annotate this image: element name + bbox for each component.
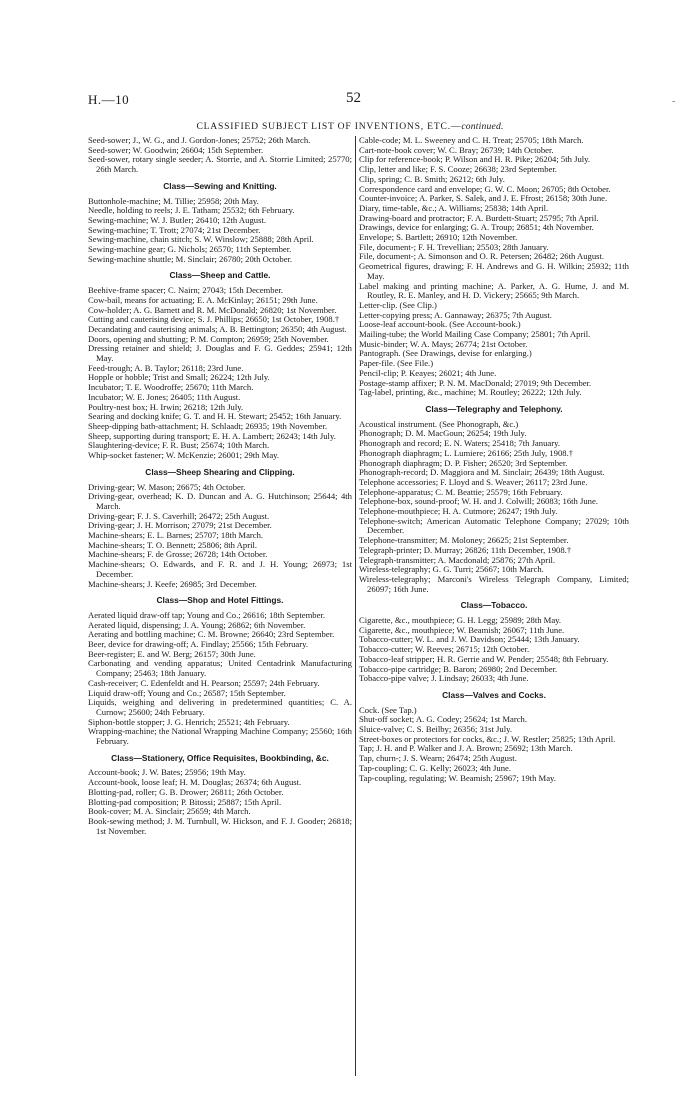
invention-entry: Phonograph diaphragm; D. P. Fisher; 26520; 3rd September. — [359, 457, 568, 468]
class-heading: Class—Stationery, Office Requisites, Bookbinding, &c. — [111, 752, 329, 763]
invention-entry: Siphon-bottle stopper; J. G. Henrich; 25521; 4th February. — [88, 716, 290, 727]
class-heading: Class—Sheep Shearing and Clipping. — [145, 466, 295, 477]
invention-entry: Blotting-pad composition; P. Bitossi; 25887; 15th April. — [88, 796, 282, 807]
invention-entry: Street-boxes or protectors for cocks, &c.; J. W. Restler; 25825; 13th April. — [359, 733, 616, 744]
invention-entry: Tobacco-pipe valve; J. Lindsay; 26033; 4th June. — [359, 673, 529, 684]
page-number: 52 — [346, 90, 361, 106]
invention-entry: Driving-gear, overhead; K. D. Duncan and A. G. Hutchinson; 25644; 4th March. — [88, 491, 352, 511]
invention-entry: Sluice-valve; C. S. Beilby; 26356; 31st July. — [359, 724, 513, 735]
invention-entry: Counter-invoice; A. Parker, S. Salek, and J. E. Ffrost; 26158; 30th June. — [359, 193, 608, 204]
class-heading: Class—Sheep and Cattle. — [169, 270, 271, 281]
invention-entry: Decandating and cauterising animals; A. B. Bettington; 26350; 4th August. — [88, 323, 347, 334]
invention-entry: Pencil-clip; P. Keayes; 26021; 4th June. — [359, 367, 497, 378]
invention-entry: Slaughtering-device; F. R. Bust; 25674; 10th March. — [88, 440, 270, 451]
invention-entry: Tap, churn-; J. S. Wearn; 26474; 25th August. — [359, 753, 517, 764]
invention-entry: Pantograph. (See Drawings, devise for enlarging.) — [359, 348, 532, 359]
invention-entry: Cutting and cauterising device; S. J. Phillips; 26650; 1st October, 1908.† — [88, 314, 340, 325]
margin-mark: - — [672, 96, 676, 107]
invention-entry: Label making and printing machine; A. Parker, A. G. Hume, J. and M. Routley, R. E. Manley, and H. D. Vickery; 25665; 9th March. — [359, 280, 629, 301]
invention-entry: Phonograph and record; E. N. Waters; 25418; 7th January. — [359, 438, 560, 449]
invention-entry: Telephone accessories; F. Lloyd and S. Weaver; 26117; 23rd June. — [359, 476, 588, 487]
invention-entry: Tobacco-cutter; W. Reeves; 26715; 12th October. — [359, 644, 530, 655]
title-continued: continued. — [461, 121, 504, 132]
invention-entry: Aerating and bottling machine; C. M. Browne; 26640; 23rd September. — [88, 629, 335, 640]
class-heading: Class—Tobacco. — [460, 600, 528, 611]
invention-entry: Beehive-frame spacer; C. Nairn; 27043; 15th December. — [88, 285, 283, 296]
invention-entry: Paper-file. (See File.) — [359, 358, 434, 369]
invention-entry: Sheep-dipping bath-attachment; H. Schlaadt; 26935; 19th November. — [88, 420, 328, 431]
invention-entry: Acoustical instrument. (See Phonograph, &c.) — [359, 418, 519, 429]
invention-entry: Envelope; S. Bartlett; 26910; 12th November. — [359, 232, 518, 243]
invention-entry: Phonograph diaphragm; L. Lumiere; 26166; 25th July, 1908.† — [359, 447, 574, 458]
invention-entry: Sheep, supporting during transport; E. H. A. Lambert; 26243; 14th July. — [88, 430, 336, 441]
invention-entry: Tap-coupling; C. G. Kelly; 26023; 4th June. — [359, 762, 511, 773]
invention-entry: Driving-gear; J. H. Morrison; 27079; 21st December. — [88, 520, 272, 531]
invention-entry: Correspondence card and envelope; G. W. C. Moon; 26705; 8th October. — [359, 183, 611, 194]
page-title — [0, 121, 700, 132]
invention-entry: Book-cover; M. A. Sinclair; 25659; 4th March. — [88, 806, 251, 817]
class-heading: Class—Shop and Hotel Fittings. — [156, 595, 284, 606]
invention-entry: Seed-sower; W. Goodwin; 26604; 15th September. — [88, 144, 264, 155]
invention-entry: Incubator; T. E. Woodroffe; 25670; 11th March. — [88, 382, 254, 393]
invention-entry: Sewing-machine; T. Trott; 27074; 21st December. — [88, 224, 261, 235]
invention-entry: Feed-trough; A. B. Taylor; 26118; 23rd June. — [88, 362, 244, 373]
invention-entry: Phonograph-record; D. Maggiora and M. Sinclair; 26439; 18th August. — [359, 467, 605, 478]
invention-entry: Tap-coupling, regulating; W. Beamish; 25967; 19th May. — [359, 772, 556, 783]
invention-entry: Cash-receiver; C. Edenfeldt and H. Pearson; 25597; 24th February. — [88, 677, 320, 688]
class-heading: Class—Sewing and Knitting. — [163, 180, 277, 191]
invention-entry: Music-binder; W. A. Mays; 26774; 21st October. — [359, 338, 528, 349]
invention-entry: Needle, holding to reels; J. E. Tatham; 25532; 6th February. — [88, 205, 295, 216]
invention-entry: Drawings, device for enlarging; G. A. Troup; 26851; 4th November. — [359, 222, 594, 233]
invention-entry: Beer, device for drawing-off; A. Findlay; 25566; 15th February. — [88, 639, 309, 650]
invention-entry: Searing and docking knife; G. T. and H. H. Stewart; 25452; 16th January. — [88, 411, 342, 422]
invention-entry: Machine-shears; O. Edwards, and F. R. and J. H. Young; 26973; 1st December. — [88, 559, 352, 579]
invention-entry: Machine-shears; F. de Grosse; 26728; 14th October. — [88, 549, 268, 560]
invention-entry: Wrapping-machine; the National Wrapping Machine Company; 25560; 16th February. — [88, 726, 352, 747]
invention-entry: Machine-shears; T. O. Bennett; 25806; 8th April. — [88, 539, 258, 550]
invention-entry: Aerated liquid, dispensing; J. A. Young; 26862; 6th November. — [88, 619, 306, 630]
invention-entry: Cable-code; M. L. Sweeney and C. H. Treat; 25705; 18th March. — [359, 135, 584, 145]
invention-entry: Wireless-telegraphy; G. G. Turri; 25667; 10th March. — [359, 564, 544, 575]
invention-entry: Tobacco-cutter; W. L. and J. W. Davidson; 25444; 13th January. — [359, 634, 580, 645]
invention-entry: Tobacco-pipe cartridge; B. Baron; 26980; 2nd December. — [359, 663, 558, 674]
invention-entry: Whip-socket fastener; W. McKenzie; 26001; 29th May. — [88, 450, 280, 461]
invention-entry: Geometrical figures, drawing; F. H. Andrews and G. H. Wilkin; 25932; 11th May. — [359, 261, 629, 281]
invention-entry: Cigarette, &c., mouthpiece; W. Beamish; 26067; 11th June. — [359, 624, 565, 635]
invention-entry: Phonograph; D. M. MacGoun; 26254; 19th July. — [359, 428, 527, 439]
invention-entry: Drawing-board and protractor; F. A. Burdett-Stuart; 25795; 7th April. — [359, 212, 599, 223]
invention-entry: Telephone-apparatus; C. M. Beattie; 25579; 16th February. — [359, 486, 563, 497]
invention-entry: Incubator; W. E. Jones; 26405; 11th August. — [88, 391, 241, 402]
invention-entry: File, document-; A. Simonson and O. R. Petersen; 26482; 26th August. — [359, 251, 605, 262]
invention-entry: Liquids, weighing and delivering in predetermined quantities; C. A. Curnow; 25600; 24th February. — [88, 697, 352, 717]
invention-entry: Aerated liquid draw-off tap; Young and Co.; 26616; 18th September. — [88, 609, 325, 620]
invention-entry: Shut-off socket; A. G. Codey; 25624; 1st March. — [359, 714, 528, 725]
invention-entry: Cow-bail, means for actuating; E. A. McKinlay; 26151; 29th June. — [88, 294, 318, 305]
invention-entry: Tap; J. H. and P. Walker and J. A. Brown; 25692; 13th March. — [359, 743, 573, 754]
invention-entry: Sewing-machine, chain stitch; S. W. Winslow; 25888; 28th April. — [88, 234, 314, 245]
title-main: CLASSIFIED SUBJECT LIST OF INVENTIONS, ETC.— — [196, 121, 462, 132]
invention-entry: Sewing-machine gear; G. Nichols; 26570; 11th September. — [88, 244, 292, 255]
class-heading: Class—Valves and Cocks. — [442, 689, 546, 700]
invention-entry: Telephone-box, sound-proof; W. H. and J. Colwill; 26083; 16th June. — [359, 496, 598, 507]
invention-entry: Clip, spring; C. B. Smith; 26212; 6th July. — [359, 173, 505, 184]
left-column — [88, 136, 352, 836]
invention-entry: Postage-stamp affixer; P. N. M. MacDonald; 27019; 9th December. — [359, 377, 592, 388]
column-divider — [355, 136, 356, 1076]
invention-entry: Book-sewing method; J. M. Turnbull, W. Hickson, and F. J. Gooder; 26818; 1st November. — [88, 816, 352, 836]
invention-entry: Account-book; J. W. Bates; 25956; 19th May. — [88, 767, 246, 778]
invention-entry: Doors, opening and shutting; P. M. Compton; 26959; 25th November. — [88, 333, 329, 344]
invention-entry: Blotting-pad, roller; G. B. Drower; 26811; 26th October. — [88, 786, 284, 797]
invention-entry: Liquid draw-off; Young and Co.; 26587; 15th September. — [88, 687, 286, 698]
invention-entry: Cart-note-book cover; W. C. Bray; 26739; 14th October. — [359, 144, 554, 155]
invention-entry: Cow-holder; A. G. Barnett and R. M. McDonald; 26820; 1st November. — [88, 304, 337, 315]
invention-entry: Machine-shears; E. L. Barnes; 25707; 18th March. — [88, 530, 264, 541]
invention-entry: Telephone-transmitter; M. Moloney; 26625; 21st September. — [359, 535, 569, 546]
invention-entry: Telephone-mouthpiece; H. A. Cutmore; 26247; 19th July. — [359, 506, 558, 517]
invention-entry: Machine-shears; J. Keefe; 26985; 3rd December. — [88, 578, 257, 589]
class-heading: Class—Telegraphy and Telephony. — [425, 403, 563, 414]
invention-entry: Hopple or hobble; Trist and Small; 26224; 12th July. — [88, 372, 270, 383]
invention-entry: Clip for reference-book; P. Wilson and H. R. Pike; 26204; 5th July. — [359, 154, 591, 165]
invention-entry: Loose-leaf account-book. (See Account-book.) — [359, 319, 521, 330]
invention-entry: Driving-gear; W. Mason; 26675; 4th October. — [88, 481, 246, 492]
invention-entry: Tag-label, printing, &c., machine; M. Routley; 26222; 12th July. — [359, 387, 582, 398]
invention-entry: Telephone-switch; American Automatic Telephone Company; 27029; 10th December. — [359, 515, 629, 536]
invention-entry: Letter-clip. (See Clip.) — [359, 299, 437, 310]
invention-entry: Beer-register; E. and W. Berg; 26157; 30th June. — [88, 648, 256, 659]
invention-entry: Poultry-nest box; H. Irwin; 26218; 12th July. — [88, 401, 244, 412]
invention-entry: Tobacco-leaf stripper; H. R. Gerrie and W. Pender; 25548; 8th February. — [359, 653, 609, 664]
invention-entry: Seed-sower, rotary single seeder; A. Storrie, and A. Storrie Limited; 25770; 26th March. — [88, 154, 352, 175]
invention-entry: Diary, time-table, &c.; A. Williams; 25838; 14th April. — [359, 202, 549, 213]
invention-entry: Sewing-machine shuttle; M. Sinclair; 26780; 20th October. — [88, 253, 293, 264]
invention-entry: Carbonating and vending apparatus; United Centadrink Manufacturing Company; 25463; 18th January. — [88, 658, 352, 679]
report-reference: H.—10 — [88, 92, 130, 107]
invention-entry: Dressing retainer and shield; J. Douglas and F. G. Geddes; 25941; 12th May. — [88, 343, 352, 364]
invention-entry: Wireless-telegraphy; Marconi's Wireless Telegraph Company, Limited; 26097; 16th June. — [359, 573, 629, 594]
invention-entry: Telegraph-transmitter; A. Macdonald; 25876; 27th April. — [359, 554, 556, 565]
invention-entry: Telegraph-printer; D. Murray; 26826; 11th December, 1908.† — [359, 544, 572, 555]
invention-entry: Account-book, loose leaf; H. M. Douglas; 26374; 6th August. — [88, 777, 302, 788]
invention-entry: Cigarette, &c., mouthpiece; G. H. Legg; 25989; 28th May. — [359, 615, 562, 626]
invention-entry: File, document-; F. H. Trevellian; 25503; 28th January. — [359, 241, 549, 252]
right-column — [359, 136, 629, 783]
invention-entry: Mailing-tube; the World Mailing Case Company; 25801; 7th April. — [359, 329, 591, 340]
invention-entry: Seed-sower; J., W. G., and J. Gordon-Jones; 25752; 26th March. — [88, 135, 311, 145]
invention-entry: Driving-gear; F. J. S. Caverhill; 26472; 25th August. — [88, 510, 270, 521]
invention-entry: Buttonhole-machine; M. Tillie; 25958; 20th May. — [88, 195, 259, 206]
invention-entry: Letter-copying press; A. Gannaway; 26375; 7th August. — [359, 309, 552, 320]
invention-entry: Clip, letter and like; F. S. Cooze; 26638; 23rd September. — [359, 164, 557, 175]
invention-entry: Sewing-machine; W. J. Butler; 26410; 12th August. — [88, 214, 267, 225]
invention-entry: Cock. (See Tap.) — [359, 704, 417, 715]
